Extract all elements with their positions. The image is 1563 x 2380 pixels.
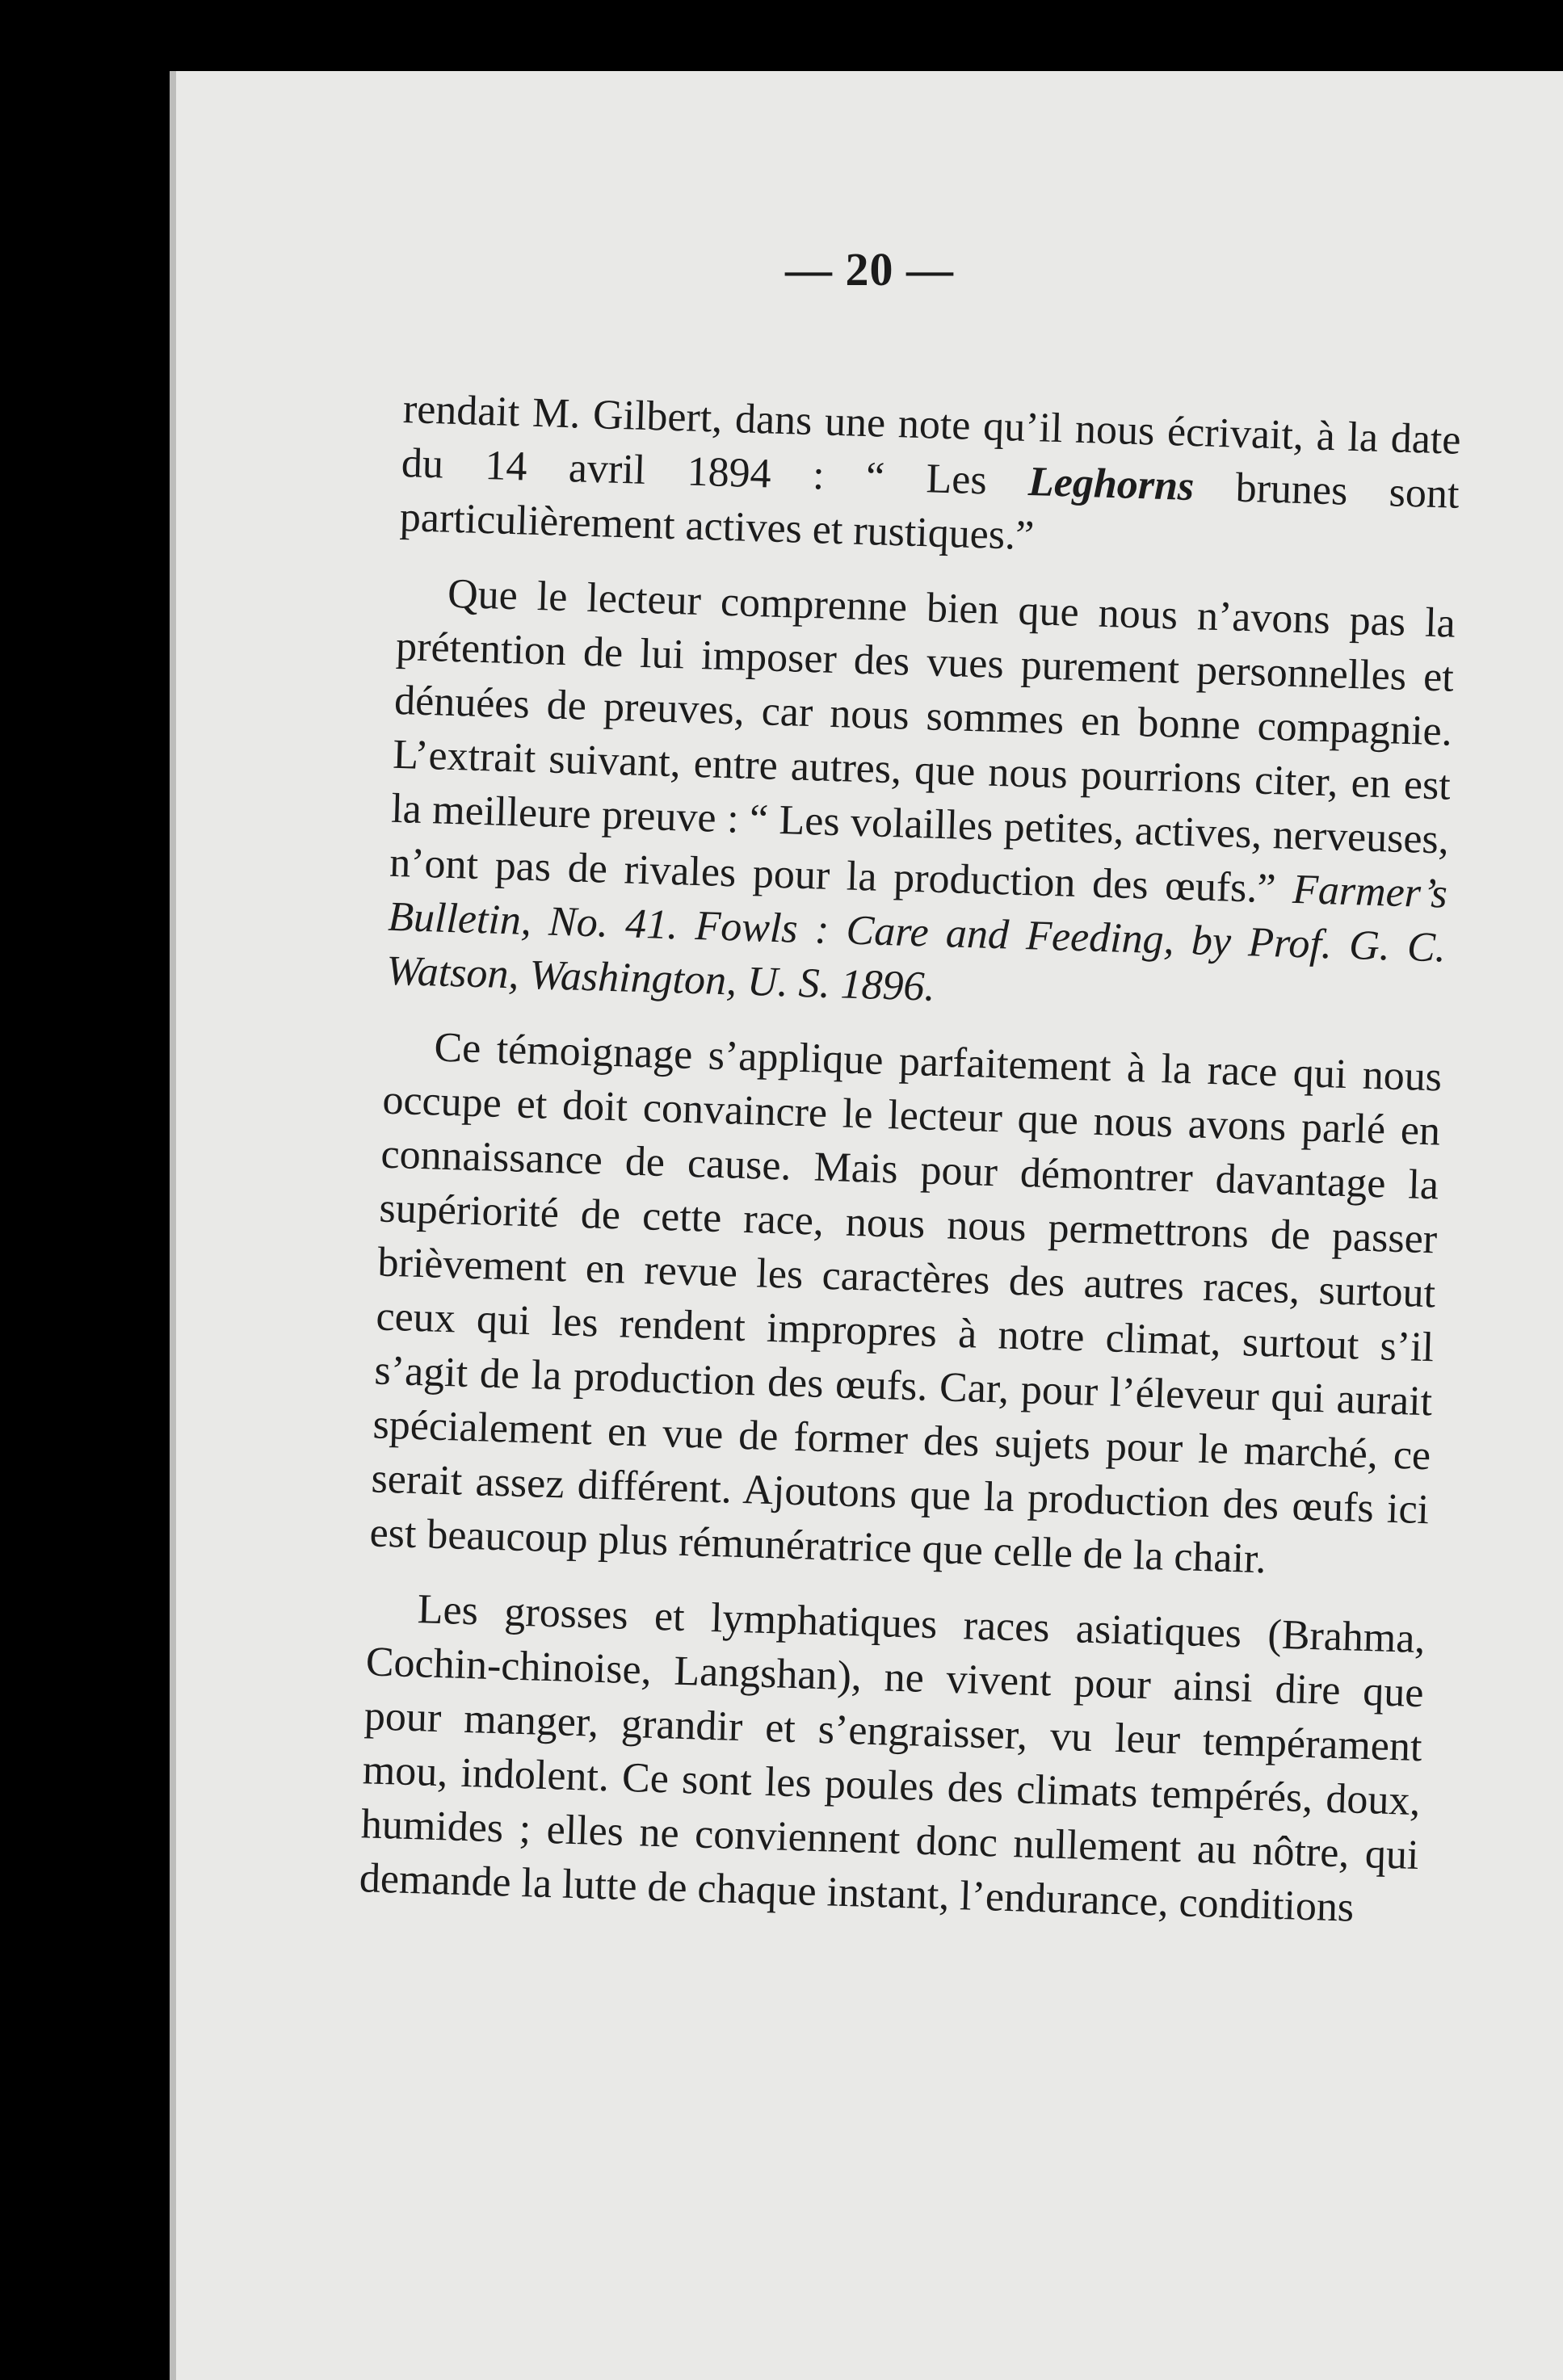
book-page: [176, 71, 1563, 2380]
text-segment: Que le lecteur comprenne bien que nous n’avons pas la prétention de lui imposer des vues purement personnelles et dénuées de preuves, car nous sommes en bonne compagnie. L’extrait suivant, entre autres, que nous pourrions citer, en est la meilleure preuve : “ Les volailles petites, actives, nerveuses, n’ont pas de rivales pour la production des œufs.”: [389, 570, 1456, 913]
paragraph: [369, 1019, 1443, 1592]
text-segment: rendait M. Gilbert, dans une note qu’il nous écrivait, à la date du 14 avril 1894 : “ Les: [401, 385, 1462, 505]
paragraph: [399, 382, 1461, 576]
page-number: — 20 —: [785, 243, 954, 296]
paragraph: [359, 1580, 1426, 1937]
citation-text: Farmer’s Bulletin, No. 41. Fowls : Care and Feeding, by Prof. G. C. Watson, Washington, U. S. 1896.: [385, 866, 1448, 1010]
text-segment: brunes sont particulièrement actives et rustiques.”: [399, 464, 1460, 560]
text-segment: Les grosses et lymphatiques races asiatiques (Brahma, Cochin-chinoise, Langshan), ne vivent pour ainsi dire que pour manger, grandir et s’engraisser, vu leur tempérament mou, indolent. Ce sont les poules des climats tempérés, doux, humides ; elles ne conviennent donc nullement au nôtre, qui demande la lutte de chaque instant, l’endurance, conditions: [359, 1586, 1426, 1931]
text-segment: Ce témoignage s’applique parfaitement à la race qui nous occupe et doit convaincre le lecteur que nous avons parlé en connaissance de cause. Mais pour démontrer davantage la supériorité de cette race, nous nous permettrons de passer brièvement en revue les caractères des autres races, surtout ceux qui les rendent impropres à notre climat, surtout s’il s’agit de la production des œufs. Car, pour l’éleveur qui aurait spécialement en vue de former des sujets pour le marché, ce serait assez différent. Ajoutons que la production des œufs ici est beaucoup plus rémunératrice que celle de la chair.: [368, 1024, 1443, 1583]
body-text: [358, 382, 1461, 1958]
paragraph: [385, 565, 1456, 1030]
emphasis-text: Leghorns: [1027, 459, 1195, 510]
